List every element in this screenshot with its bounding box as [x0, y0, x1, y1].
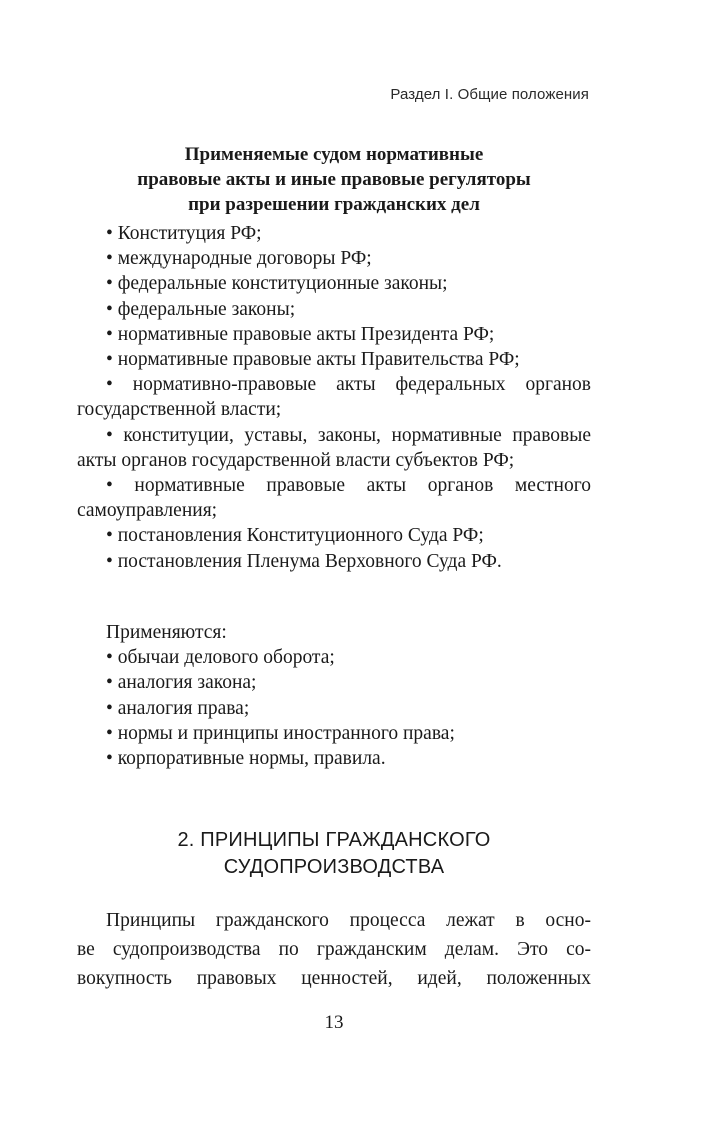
block-title-line: правовые акты и иные правовые регуляторы [137, 169, 531, 190]
running-header: Раздел I. Общие положения [390, 86, 589, 103]
list-item: • постановления Пленума Верховного Суда РФ. [106, 550, 502, 572]
body-line: ве судопроизводства по гражданским делам. Это со- [77, 939, 591, 960]
list-item: • международные договоры РФ; [106, 248, 372, 270]
section-heading [77, 827, 591, 881]
list-item: • нормативные правовые акты Президента РФ; [106, 323, 495, 345]
list-item: • федеральные законы; [106, 298, 296, 320]
section-heading-line: 2. ПРИНЦИПЫ ГРАЖДАНСКОГО [177, 829, 491, 851]
list-item: • нормы и принципы иностранного права; [106, 722, 455, 744]
list-item: • конституции, уставы, законы, нормативные правовые акты органов государственной власти субъектов РФ; [77, 424, 591, 471]
list-item: • нормативные правовые акты органов местного самоуправления; [77, 475, 591, 522]
page-number: 13 [324, 1012, 344, 1033]
body-paragraph [77, 906, 591, 993]
list-item: • аналогия закона; [106, 672, 257, 694]
regulators-list [77, 221, 591, 574]
applied-list [77, 620, 591, 771]
body-line: вокупность правовых ценностей, идей, положенных [77, 968, 591, 989]
list-item: • корпоративные нормы, правила. [106, 748, 386, 770]
list-item: • Конституция РФ; [106, 223, 262, 244]
list-item: • нормативно-правовые акты федеральных органов государственной власти; [77, 374, 591, 421]
list-item: • обычаи делового оборота; [106, 647, 335, 669]
body-line: Принципы гражданского процесса лежат в осно- [106, 910, 591, 931]
list-item: • постановления Конституционного Суда РФ; [106, 525, 484, 547]
list-item: • нормативные правовые акты Правительства РФ; [106, 349, 520, 371]
list-item: • аналогия права; [106, 697, 250, 719]
block-title-line: при разрешении гражданских дел [188, 194, 480, 215]
section-heading-line: СУДОПРОИЗВОДСТВА [223, 856, 445, 878]
block-title-line: Применяемые судом нормативные [184, 144, 484, 165]
list-item: • федеральные конституционные законы; [106, 273, 448, 295]
applied-list-intro: Применяются: [106, 622, 227, 643]
block-title [77, 142, 591, 217]
